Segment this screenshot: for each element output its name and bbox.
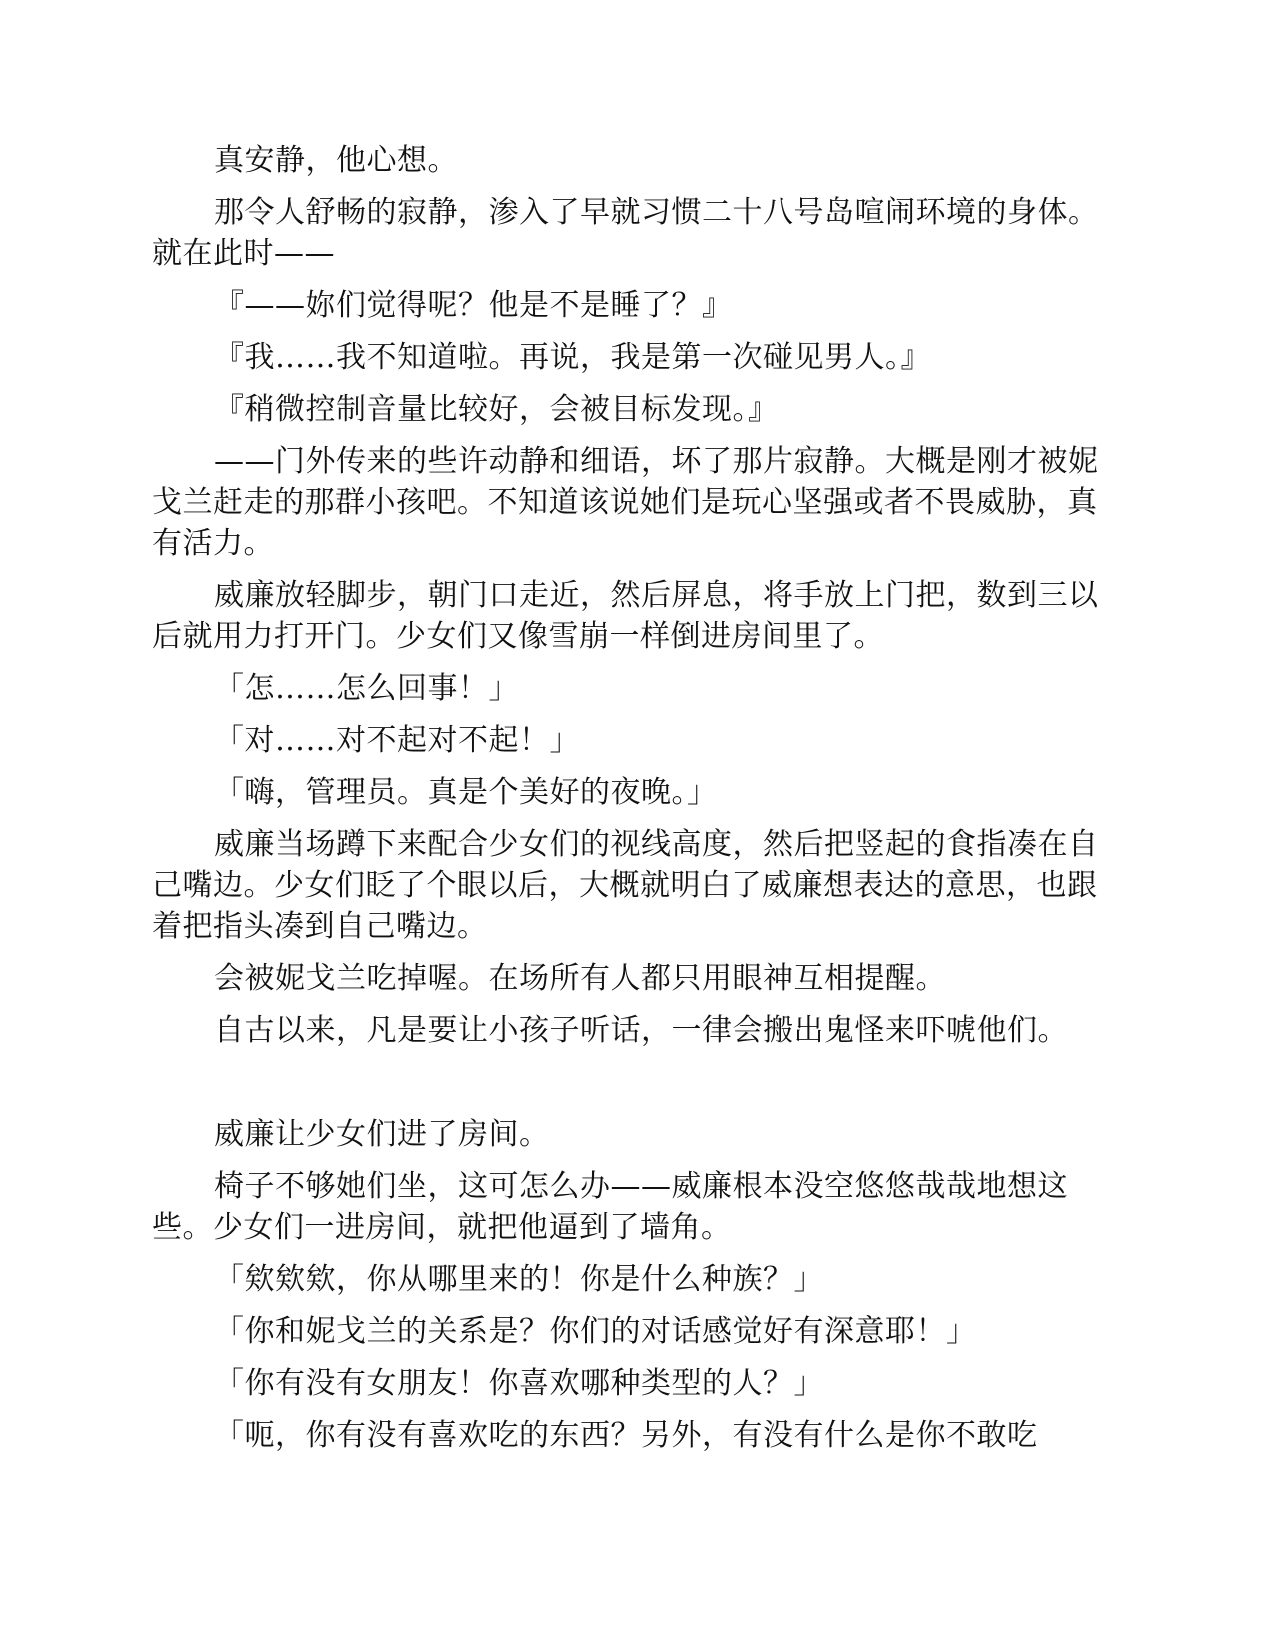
paragraph: 「怎……怎么回事！」	[214, 671, 519, 706]
section-break	[152, 1062, 1122, 1114]
paragraph: 自古以来，凡是要让小孩子听话，一律会搬出鬼怪来吓唬他们。	[214, 1013, 1068, 1048]
paragraph: 会被妮戈兰吃掉喔。在场所有人都只用眼神互相提醒。	[214, 961, 946, 996]
paragraph: 「对……对不起对不起！」	[214, 723, 580, 758]
paragraph: 「你和妮戈兰的关系是？你们的对话感觉好有深意耶！」	[214, 1314, 977, 1349]
paragraph: 威廉让少女们进了房间。	[214, 1117, 550, 1152]
paragraph: 威廉当场蹲下来配合少女们的视线高度，然后把竖起的食指凑在自己嘴边。少女们眨了个眼以后，大概就明白了威廉想表达的意思，也跟着把指头凑到自己嘴边。	[152, 827, 1099, 944]
paragraph: 「嗨，管理员。真是个美好的夜晚。」	[214, 775, 718, 810]
paragraph: 『我……我不知道啦。再说，我是第一次碰见男人。』	[214, 340, 931, 375]
paragraph: 那令人舒畅的寂静，渗入了早就习惯二十八号岛喧闹环境的身体。就在此时——	[152, 195, 1099, 271]
paragraph: 威廉放轻脚步，朝门口走近，然后屏息，将手放上门把，数到三以后就用力打开门。少女们又像雪崩一样倒进房间里了。	[152, 578, 1099, 654]
paragraph: 「呃，你有没有喜欢吃的东西？另外，有没有什么是你不敢吃	[214, 1418, 1038, 1453]
paragraph: 『——妳们觉得呢？他是不是睡了？』	[214, 288, 733, 323]
paragraph: ——门外传来的些许动静和细语，坏了那片寂静。大概是刚才被妮戈兰赶走的那群小孩吧。不知道该说她们是玩心坚强或者不畏威胁，真有活力。	[152, 444, 1099, 561]
document-page	[152, 140, 1122, 1467]
paragraph: 『稍微控制音量比较好，会被目标发现。』	[214, 392, 779, 427]
paragraph: 「欸欸欸，你从哪里来的！你是什么种族？」	[214, 1262, 824, 1297]
paragraph: 「你有没有女朋友！你喜欢哪种类型的人？」	[214, 1366, 824, 1401]
paragraph: 真安静，他心想。	[214, 143, 458, 178]
paragraph: 椅子不够她们坐，这可怎么办——威廉根本没空悠悠哉哉地想这些。少女们一进房间，就把他逼到了墙角。	[152, 1169, 1068, 1245]
